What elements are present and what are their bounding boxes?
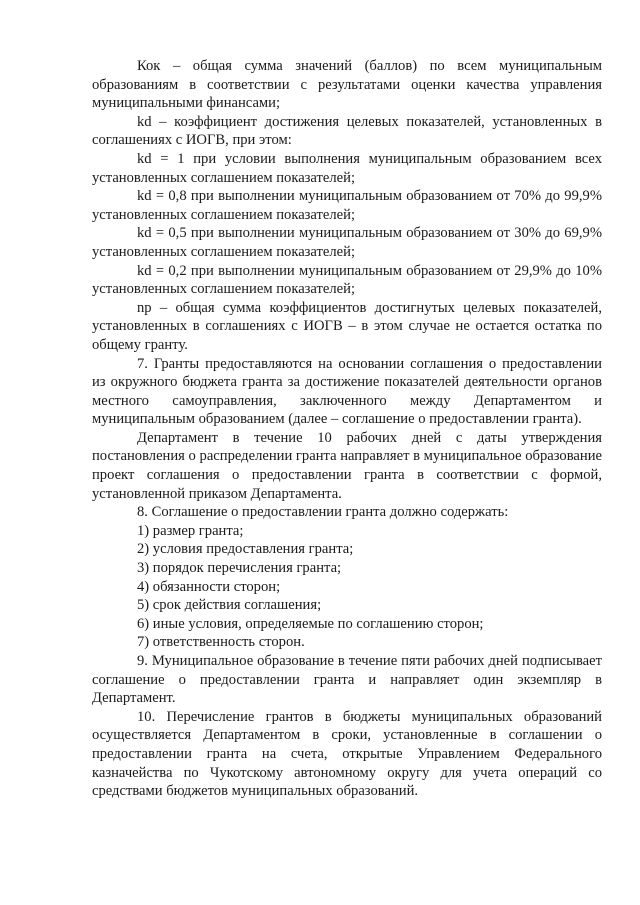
list-item: 5) срок действия соглашения; [137,597,322,614]
document-page [92,57,602,801]
list-item: 4) обязанности сторон; [137,578,281,595]
list-item: 7) ответственность сторон. [137,634,305,651]
paragraph-kd-1: kd = 1 при условии выполнения муниципальным образованием всех установленных соглашением показателей; [92,150,602,186]
paragraph-section-7: 7. Гранты предоставляются на основании соглашения о предоставлении из окружного бюджета гранта за достижение показателей деятельности органов местного самоуправления, заключенного между Департаментом и муниципальным образованием (далее – соглашение о предоставлении гранта). [92,355,602,428]
list-item: 3) порядок перечисления гранта; [137,560,342,577]
list-item: 1) размер гранта; [137,522,244,539]
paragraph-kd-definition: kd – коэффициент достижения целевых показателей, установленных в соглашениях с ИОГВ, при этом: [92,113,602,149]
list-item: 2) условия предоставления гранта; [137,541,354,558]
paragraph-kd-0-5: kd = 0,5 при выполнении муниципальным образованием от 30% до 69,9% установленных соглашением показателей; [92,225,602,260]
paragraph-kok-definition: Кок – общая сумма значений (баллов) по всем муниципальным образованиям в соответствии с результатами оценки качества управления муниципальными финансами; [92,58,602,112]
paragraph-np-definition: np – общая сумма коэффициентов достигнутых целевых показателей, установленных в соглашениях с ИОГВ – в этом случае не остается остатка по общему гранту. [92,299,602,353]
list-item: 6) иные условия, определяемые по соглашению сторон; [137,615,484,632]
paragraph-section-9: 9. Муниципальное образование в течение пяти рабочих дней подписывает соглашение о предоставлении гранта и направляет один экземпляр в Департамент. [92,653,602,707]
agreement-contents-list [92,522,602,652]
paragraph-kd-0-8: kd = 0,8 при выполнении муниципальным образованием от 70% до 99,9% установленных соглашением показателей; [92,188,602,223]
paragraph-section-8: 8. Соглашение о предоставлении гранта должно содержать: [137,504,509,521]
paragraph-department-term: Департамент в течение 10 рабочих дней с даты утверждения постановления о распределении гранта направляет в муниципальное образование проект соглашения о предоставлении гранта в соответствии с формой, установленной приказом Департамента. [92,429,602,502]
paragraph-section-10: 10. Перечисление грантов в бюджеты муниципальных образований осуществляется Департаментом в сроки, установленные в соглашении о предоставлении гранта на счета, открытые Управлением Федерального казначейства по Чукотскому автономному округу для учета операций со средствами бюджетов муниципальных образований. [92,708,602,800]
paragraph-kd-0-2: kd = 0,2 при выполнении муниципальным образованием от 29,9% до 10% установленных соглашением показателей; [92,262,602,298]
